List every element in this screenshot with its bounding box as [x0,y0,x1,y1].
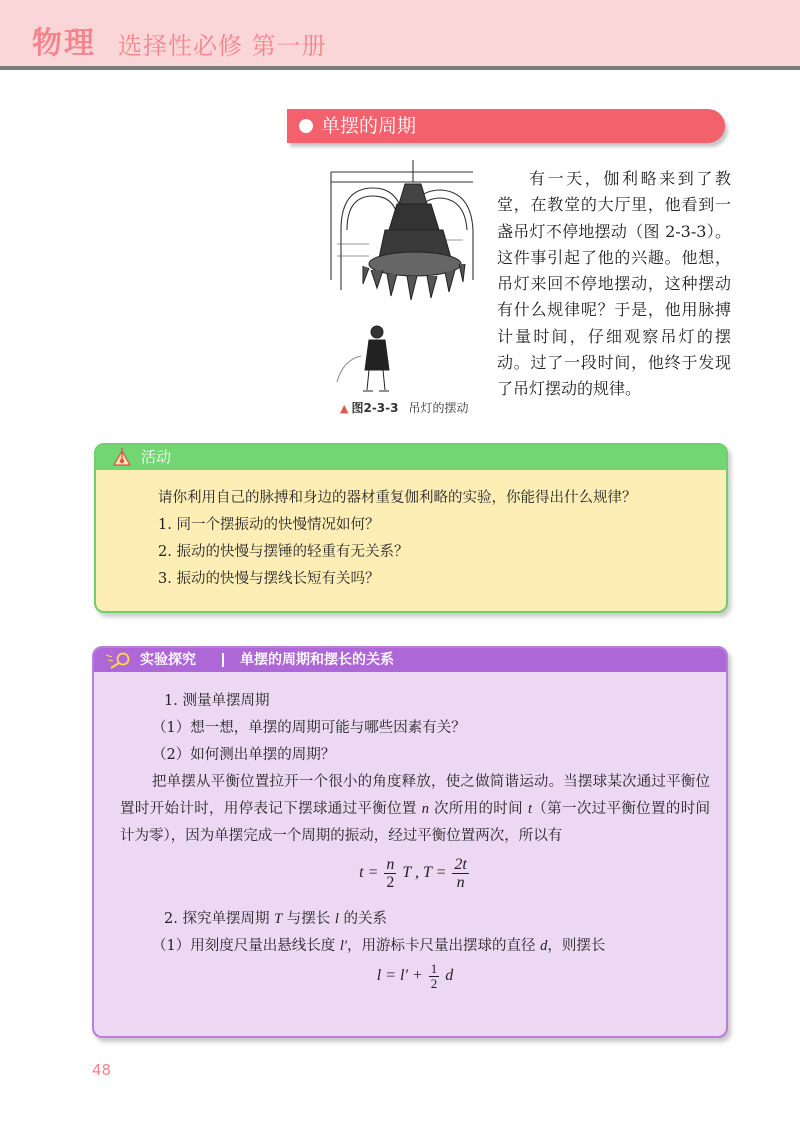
inquiry-title: 单摆的周期和摆长的关系 [240,652,394,668]
figure-caption [340,400,469,417]
var-l-prime: l′ [339,938,348,954]
method-text-b: 次所用的时间 [433,801,523,817]
activity-prompt: 请你利用自己的脉搏和身边的器材重复伽利略的实验，你能得出什么规律？ [158,490,637,506]
method-text-c: （第一次过平衡位置的时间计为零），因为单摆完成一个周期的振动，经过平衡位置两次，所以有 [120,801,711,844]
activity-box [94,443,728,613]
activity-label: 活动 [141,448,172,466]
fraction-2t-over-n [452,856,468,891]
intro-text: 有一天，伽利略来到了教堂，在教堂的大厅里，他看到一盏吊灯不停地摆动（图 2-3-3）。这件事引起了他的兴趣。他想，吊灯来回不停地摆动，这种摆动有什么规律呢？于是，他用脉搏计量时间，仔细观察吊灯的摆动。过了一段时间，他终于发现了吊灯摆动的规律。 [497,169,731,399]
sub-step-1 [120,933,710,960]
activity-body [158,485,708,593]
triangle-icon: ▲ [340,402,349,415]
var-n: n [421,801,429,817]
var-l: l [334,911,339,927]
denominator: 2 [430,976,438,991]
var-T: T [274,911,283,927]
step1-heading: 1. 测量单摆周期 [164,693,270,709]
question-1: （1）想一想，单摆的周期可能与哪些因素有关？ [152,720,466,736]
activity-header [96,445,726,470]
fraction-n-over-2 [384,856,396,891]
activity-question: 1. 同一个摆振动的快慢情况如何？ [158,517,380,533]
step2-text-c: 的关系 [343,911,387,927]
formula1-lhs: t = [359,864,379,882]
step2-text-a: 2. 探究单摆周期 [164,911,270,927]
denominator: n [456,874,465,891]
step2-text-b: 与摆长 [286,911,331,927]
figure-number: 图2-3-3 [351,401,399,415]
figure-caption-text: 吊灯的摆动 [408,401,469,415]
inquiry-label: 实验探究 [140,652,196,668]
bullet-dot-icon [299,119,313,133]
denominator: 2 [386,874,395,891]
intro-paragraph [497,166,731,403]
period-formula [120,850,710,906]
experiment-icon [110,447,134,467]
step2-heading [120,906,710,933]
fraction-one-half [429,962,440,991]
chandelier-illustration [323,160,479,396]
formula1-mid: T , T = [402,864,447,882]
section-heading-text: 单摆的周期 [321,115,417,137]
sub1-text-c: ，则摆长 [547,938,606,954]
activity-question: 3. 振动的快慢与摆线长短有关吗？ [158,571,380,587]
formula2-lhs: l = l′ + [376,967,423,985]
numerator: 2t [454,856,467,873]
section-heading [287,109,725,143]
page-header [0,0,800,70]
formula2-rhs: d [445,967,454,985]
inquiry-box [92,646,728,1038]
inquiry-header [94,648,726,672]
method-paragraph [120,769,710,850]
length-formula [120,960,710,1012]
method-text-a: 把单摆从平衡位置拉开一个很小的角度释放，使之做简谐运动。当摆球某次通过平衡位置时开始计时，用停表记下摆球通过平衡位置 [120,774,710,817]
var-d: d [540,938,548,954]
header-separator [222,653,224,667]
book-title: 选择性必修 第一册 [118,32,327,60]
inquiry-body [120,688,710,1012]
sub1-text-b: ，用游标卡尺量出摆球的直径 [347,938,536,954]
question-2: （2）如何测出单摆的周期？ [152,747,336,763]
numerator: 1 [430,961,438,976]
numerator: n [386,856,395,873]
page-number: 48 [92,1061,112,1079]
var-t: t [527,801,532,817]
subject-title: 物理 [32,26,96,61]
activity-question: 2. 振动的快慢与摆锤的轻重有无关系？ [158,544,409,560]
sub1-text-a: （1）用刻度尺量出悬线长度 [152,938,336,954]
magnifier-icon [104,651,134,669]
